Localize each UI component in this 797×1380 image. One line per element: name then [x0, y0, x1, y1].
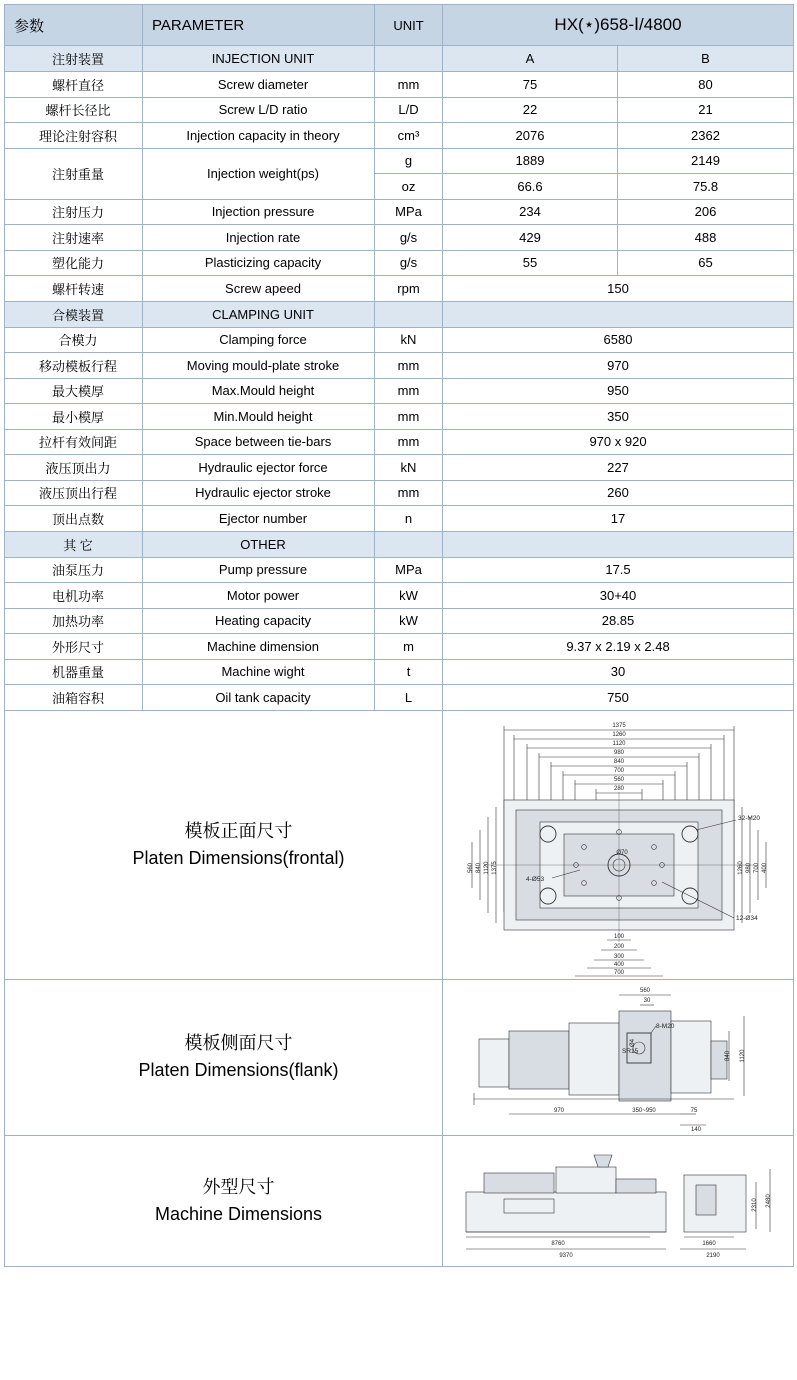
row-cn: 最小模厚: [5, 404, 143, 430]
table-row: [5, 72, 794, 98]
table-row: [5, 480, 794, 506]
svg-text:980: 980: [746, 862, 752, 873]
drawing-label-machine: [5, 1135, 443, 1266]
row-unit: mm: [375, 480, 443, 506]
table-row: [5, 327, 794, 353]
table-header-row: [5, 5, 794, 46]
row-en: Machine dimension: [143, 634, 375, 660]
row-en: Screw diameter: [143, 72, 375, 98]
svg-text:1375: 1375: [612, 722, 626, 729]
row-en: Injection weight(ps): [143, 148, 375, 199]
svg-text:560: 560: [639, 987, 651, 994]
column-label-a: A: [443, 46, 618, 72]
svg-text:1120: 1120: [484, 861, 490, 874]
section-injection-unit: [375, 46, 443, 72]
row-unit: kN: [375, 327, 443, 353]
row-en: Plasticizing capacity: [143, 250, 375, 276]
drawing-image-frontal: [443, 710, 794, 979]
row-en: Injection capacity in theory: [143, 123, 375, 149]
row-value-a: 2076: [443, 123, 618, 149]
row-cn: 移动模板行程: [5, 353, 143, 379]
row-cn: 注射重量: [5, 148, 143, 199]
table-row: [5, 199, 794, 225]
row-cn: 螺杆直径: [5, 72, 143, 98]
row-value-a: 429: [443, 225, 618, 251]
row-unit: g: [375, 148, 443, 174]
row-value-a: 234: [443, 199, 618, 225]
svg-text:840: 840: [725, 1050, 731, 1061]
row-unit: mm: [375, 353, 443, 379]
svg-text:840: 840: [613, 758, 625, 765]
section-clamping-value: [443, 301, 794, 327]
table-row: [5, 97, 794, 123]
row-cn: 液压顶出力: [5, 455, 143, 481]
row-unit: mm: [375, 72, 443, 98]
svg-text:4-Ø53: 4-Ø53: [526, 875, 545, 883]
table-row: [5, 634, 794, 660]
svg-text:30: 30: [643, 997, 651, 1004]
row-en: Clamping force: [143, 327, 375, 353]
svg-text:SR15: SR15: [622, 1047, 639, 1055]
drawing-row-platen-frontal: [5, 710, 794, 979]
row-value-span: 28.85: [443, 608, 794, 634]
header-unit: UNIT: [375, 5, 443, 46]
row-en: Oil tank capacity: [143, 685, 375, 711]
table-row: [5, 123, 794, 149]
row-unit: g/s: [375, 225, 443, 251]
drawing-row-machine: [5, 1135, 794, 1266]
row-en: Hydraulic ejector force: [143, 455, 375, 481]
row-value-span: 227: [443, 455, 794, 481]
svg-text:8-M20: 8-M20: [656, 1022, 675, 1030]
svg-text:1260: 1260: [738, 860, 744, 875]
header-model: HX(⋆)658-Ⅰ/4800: [443, 5, 794, 46]
svg-text:2190: 2190: [706, 1252, 720, 1259]
svg-text:75: 75: [690, 1107, 698, 1114]
svg-text:300: 300: [613, 953, 625, 960]
row-unit: MPa: [375, 199, 443, 225]
section-clamping-unit: [5, 301, 794, 327]
row-cn: 电机功率: [5, 583, 143, 609]
row-en: Injection pressure: [143, 199, 375, 225]
table-row: [5, 608, 794, 634]
row-en: Screw apeed: [143, 276, 375, 302]
svg-text:Ø70: Ø70: [616, 849, 628, 856]
svg-text:32-M20: 32-M20: [738, 814, 761, 822]
row-value-span: 970 x 920: [443, 429, 794, 455]
svg-text:700: 700: [754, 862, 760, 873]
table-row: [5, 148, 794, 174]
row-en: Injection rate: [143, 225, 375, 251]
row-value-span: 6580: [443, 327, 794, 353]
row-unit: L/D: [375, 97, 443, 123]
row-en: Moving mould-plate stroke: [143, 353, 375, 379]
row-cn: 合模力: [5, 327, 143, 353]
row-en: Heating capacity: [143, 608, 375, 634]
row-cn: 油泵压力: [5, 557, 143, 583]
svg-text:2480: 2480: [766, 1193, 772, 1208]
section-clamping-en: CLAMPING UNIT: [143, 301, 375, 327]
svg-text:400: 400: [613, 961, 625, 968]
row-en: Pump pressure: [143, 557, 375, 583]
table-row: [5, 378, 794, 404]
row-value-b: 2362: [618, 123, 794, 149]
svg-text:970: 970: [553, 1107, 565, 1114]
row-value-span: 970: [443, 353, 794, 379]
svg-text:9370: 9370: [559, 1252, 573, 1259]
row-unit: oz: [375, 174, 443, 200]
svg-text:700: 700: [613, 767, 625, 774]
row-unit: n: [375, 506, 443, 532]
row-value-span: 30+40: [443, 583, 794, 609]
row-cn: 螺杆转速: [5, 276, 143, 302]
row-value-span: 260: [443, 480, 794, 506]
drawing-label-frontal-en: Platen Dimensions(frontal): [132, 847, 345, 868]
row-cn: 塑化能力: [5, 250, 143, 276]
row-cn: 螺杆长径比: [5, 97, 143, 123]
svg-text:12-Ø34: 12-Ø34: [736, 914, 758, 922]
table-row: [5, 250, 794, 276]
section-injection-unit: [5, 46, 794, 72]
row-value-a: 55: [443, 250, 618, 276]
drawing-row-platen-flank: [5, 979, 794, 1135]
row-unit: mm: [375, 404, 443, 430]
svg-text:560: 560: [468, 862, 474, 873]
table-row: [5, 429, 794, 455]
section-other-cn: 其 它: [5, 531, 143, 557]
row-value-span: 350: [443, 404, 794, 430]
row-value-b: 80: [618, 72, 794, 98]
row-unit: kN: [375, 455, 443, 481]
row-value-span: 950: [443, 378, 794, 404]
svg-text:1120: 1120: [740, 1049, 746, 1062]
row-cn: 液压顶出行程: [5, 480, 143, 506]
row-value-span: 9.37 x 2.19 x 2.48: [443, 634, 794, 660]
row-en: Min.Mould height: [143, 404, 375, 430]
row-unit: MPa: [375, 557, 443, 583]
specification-table: [4, 4, 794, 1267]
svg-text:280: 280: [613, 785, 625, 792]
drawing-image-machine: [443, 1135, 794, 1266]
table-row: [5, 685, 794, 711]
svg-text:200: 200: [613, 943, 625, 950]
drawing-label-flank-en: Platen Dimensions(flank): [138, 1060, 339, 1080]
drawing-label-machine-cn: 外型尺寸: [202, 1176, 275, 1197]
svg-text:980: 980: [613, 749, 625, 756]
svg-text:1375: 1375: [492, 860, 498, 875]
row-value-b: 21: [618, 97, 794, 123]
drawing-label-flank-cn: 模板侧面尺寸: [184, 1033, 293, 1053]
drawing-label-frontal: [5, 710, 443, 979]
row-cn: 油箱容积: [5, 685, 143, 711]
row-value-a: 22: [443, 97, 618, 123]
row-value-b: 206: [618, 199, 794, 225]
table-row: [5, 557, 794, 583]
column-label-b: B: [618, 46, 794, 72]
svg-text:350~950: 350~950: [632, 1107, 656, 1114]
row-cn: 注射压力: [5, 199, 143, 225]
table-row: [5, 353, 794, 379]
svg-text:400: 400: [762, 862, 768, 873]
row-cn: 拉杆有效间距: [5, 429, 143, 455]
row-cn: 最大模厚: [5, 378, 143, 404]
row-en: Hydraulic ejector stroke: [143, 480, 375, 506]
table-row: [5, 455, 794, 481]
row-value-span: 750: [443, 685, 794, 711]
svg-text:8760: 8760: [551, 1240, 565, 1247]
section-clamping-unit: [375, 301, 443, 327]
row-value-b: 75.8: [618, 174, 794, 200]
svg-text:1260: 1260: [612, 731, 626, 738]
row-unit: L: [375, 685, 443, 711]
row-value-span: 17.5: [443, 557, 794, 583]
svg-text:2310: 2310: [752, 1197, 758, 1212]
drawing-label-flank: [5, 979, 443, 1135]
section-injection-en: INJECTION UNIT: [143, 46, 375, 72]
drawing-image-flank: [443, 979, 794, 1135]
row-unit: rpm: [375, 276, 443, 302]
row-unit: t: [375, 659, 443, 685]
row-value-span: 17: [443, 506, 794, 532]
row-value-a: 75: [443, 72, 618, 98]
table-row: [5, 659, 794, 685]
row-value-b: 488: [618, 225, 794, 251]
row-en: Motor power: [143, 583, 375, 609]
row-value-a: 66.6: [443, 174, 618, 200]
svg-text:100: 100: [613, 933, 625, 940]
section-other-unit: [375, 531, 443, 557]
row-unit: mm: [375, 429, 443, 455]
svg-text:700: 700: [613, 969, 625, 976]
svg-text:Ø4: Ø4: [630, 1038, 636, 1047]
row-en: Ejector number: [143, 506, 375, 532]
row-cn: 理论注射容积: [5, 123, 143, 149]
row-unit: cm³: [375, 123, 443, 149]
section-other-en: OTHER: [143, 531, 375, 557]
drawing-label-frontal-cn: 模板正面尺寸: [184, 820, 293, 841]
row-value-b: 65: [618, 250, 794, 276]
section-clamping-cn: 合模装置: [5, 301, 143, 327]
table-row: [5, 276, 794, 302]
table-row: [5, 404, 794, 430]
row-value-span: 150: [443, 276, 794, 302]
row-unit: m: [375, 634, 443, 660]
svg-text:1660: 1660: [702, 1240, 716, 1247]
header-param-en: PARAMETER: [143, 5, 375, 46]
row-en: Machine wight: [143, 659, 375, 685]
table-row: [5, 225, 794, 251]
row-en: Screw L/D ratio: [143, 97, 375, 123]
row-cn: 顶出点数: [5, 506, 143, 532]
row-unit: mm: [375, 378, 443, 404]
row-unit: kW: [375, 608, 443, 634]
row-value-a: 1889: [443, 148, 618, 174]
table-row: [5, 583, 794, 609]
svg-text:560: 560: [613, 776, 625, 783]
svg-text:140: 140: [690, 1126, 702, 1133]
row-cn: 外形尺寸: [5, 634, 143, 660]
row-unit: g/s: [375, 250, 443, 276]
row-value-b: 2149: [618, 148, 794, 174]
section-other-value: [443, 531, 794, 557]
row-cn: 机器重量: [5, 659, 143, 685]
row-cn: 加热功率: [5, 608, 143, 634]
section-other: [5, 531, 794, 557]
table-row: [5, 506, 794, 532]
row-en: Max.Mould height: [143, 378, 375, 404]
drawing-label-machine-en: Machine Dimensions: [154, 1203, 323, 1224]
svg-text:1120: 1120: [612, 740, 626, 747]
header-param-cn: 参数: [5, 5, 143, 46]
svg-text:840: 840: [476, 862, 482, 873]
row-cn: 注射速率: [5, 225, 143, 251]
row-unit: kW: [375, 583, 443, 609]
section-injection-cn: 注射装置: [5, 46, 143, 72]
row-value-span: 30: [443, 659, 794, 685]
row-en: Space between tie-bars: [143, 429, 375, 455]
